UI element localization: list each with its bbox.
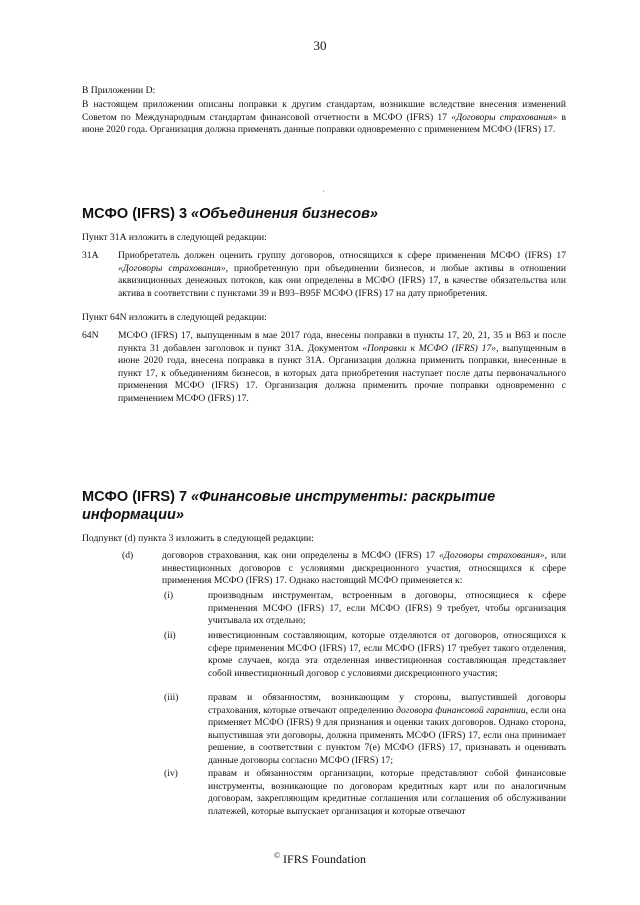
- item-number: (iii): [164, 692, 179, 703]
- item-i: [164, 590, 566, 628]
- item-iii: [164, 692, 566, 768]
- item-number: (iv): [164, 768, 178, 779]
- paragraph-text: Приобретатель должен оценить группу договоров, относящихся к сфере применения МСФО (IFRS) 17 «Договоры страхования», приобретенную при объединении бизнесов, и любые активы в отношении аквизиционных денежных потоков, как они определены в МСФО (IFRS) 17, в качестве обязательства или актива в соответствии с пунктами 39 и В93–В95F МСФО (IFRS) 17 на дату приобретения.: [118, 250, 566, 299]
- item-text: правам и обязанностям организации, которые представляют собой финансовые инструменты, возникающие по договорам кредитных карт или по аналогичным договорам, закрепляющим кредитные соглашения или соглашения об обслуживании платежей, которые выпускает организация и которые отвечают: [208, 768, 566, 817]
- page-number: 30: [313, 38, 327, 53]
- subparagraph-text: договоров страхования, как они определены в МСФО (IFRS) 17 «Договоры страхования», или инвестиционных договоров с условиями дискреционного участия, относящихся к сфере применения МСФО (IFRS) 17. Однако настоящий МСФО применяется к:: [162, 550, 566, 587]
- section-heading-ifrs7: МСФО (IFRS) 7 «Финансовые инструменты: раскрытие информации»: [82, 489, 496, 523]
- item-text: производным инструментам, встроенным в договоры, относящиеся к сфере применения МСФО (IFRS) 17, если МСФО (IFRS) 9 требует, чтобы организация учитывала их отдельно;: [208, 590, 566, 627]
- appendix-intro: В настоящем приложении описаны поправки к другим стандартам, возникшие вследствие внесения изменений Советом по Международным стандартам финансовой отчетности в МСФО (IFRS) 17 «Договоры страхования» в июне 2020 года. Организация должна применять данные поправки одновременно с применением МСФО (IFRS) 17.: [82, 99, 566, 136]
- item-ii: [164, 630, 566, 680]
- subparagraph-d: [122, 550, 566, 588]
- amendment-instruction: Пункт 31А изложить в следующей редакции:: [82, 232, 267, 243]
- footer-copyright: © IFRS Foundation: [273, 851, 367, 866]
- paragraph-number: 31А: [82, 250, 99, 261]
- subparagraph-number: (d): [122, 550, 134, 561]
- item-number: (i): [164, 590, 174, 601]
- stray-mark: ˙: [322, 189, 325, 198]
- item-number: (ii): [164, 630, 176, 641]
- section-heading-ifrs3: МСФО (IFRS) 3 «Объединения бизнесов»: [82, 206, 378, 222]
- paragraph-64n: [82, 330, 566, 406]
- amendment-instruction: Пункт 64N изложить в следующей редакции:: [82, 312, 267, 323]
- item-text: правам и обязанностям, возникающим у стороны, выпустившей договоры страхования, которые отвечают определению договора финансовой гарантии, если она применяет МСФО (IFRS) 9 для признания и оценки таких договоров. Однако сторона, выпустившая эти договоры, должна применять МСФО (IFRS) 17, если она принимает решение, в соответствии с пунктом 7(е) МСФО (IFRS) 17, признавать и оценивать данные договоры согласно МСФО (IFRS) 17;: [208, 692, 566, 766]
- paragraph-text: МСФО (IFRS) 17, выпущенным в мае 2017 года, внесены поправки в пункты 17, 20, 21, 35 и В63 и после пункта 31 добавлен заголовок и пункт 31А. Документом «Поправки к МСФО (IFRS) 17», выпущенным в июне 2020 года, внесена поправка в пункт 31А. Организация должна применить поправки, внесенные в пункт 17, к объединениям бизнесов, в которых дата приобретения наступает после даты первоначального применения МСФО (IFRS) 17. Организация должна применить прочие поправки одновременно с применением МСФО (IFRS) 17.: [118, 330, 566, 404]
- item-text: инвестиционным составляющим, которые отделяются от договоров, относящихся к сфере применения МСФО (IFRS) 17, если МСФО (IFRS) 17 требует такого отделения, кроме случаев, когда эта отделенная инвестиционная составляющая представляет собой инвестиционный договор с условиями дискреционного участия;: [208, 630, 566, 679]
- paragraph-31a: [82, 250, 566, 300]
- paragraph-number: 64N: [82, 330, 99, 341]
- amendment-instruction: Подпункт (d) пункта 3 изложить в следующей редакции:: [82, 533, 314, 544]
- appendix-title: В Приложении D:: [82, 85, 156, 96]
- item-iv: [164, 768, 566, 818]
